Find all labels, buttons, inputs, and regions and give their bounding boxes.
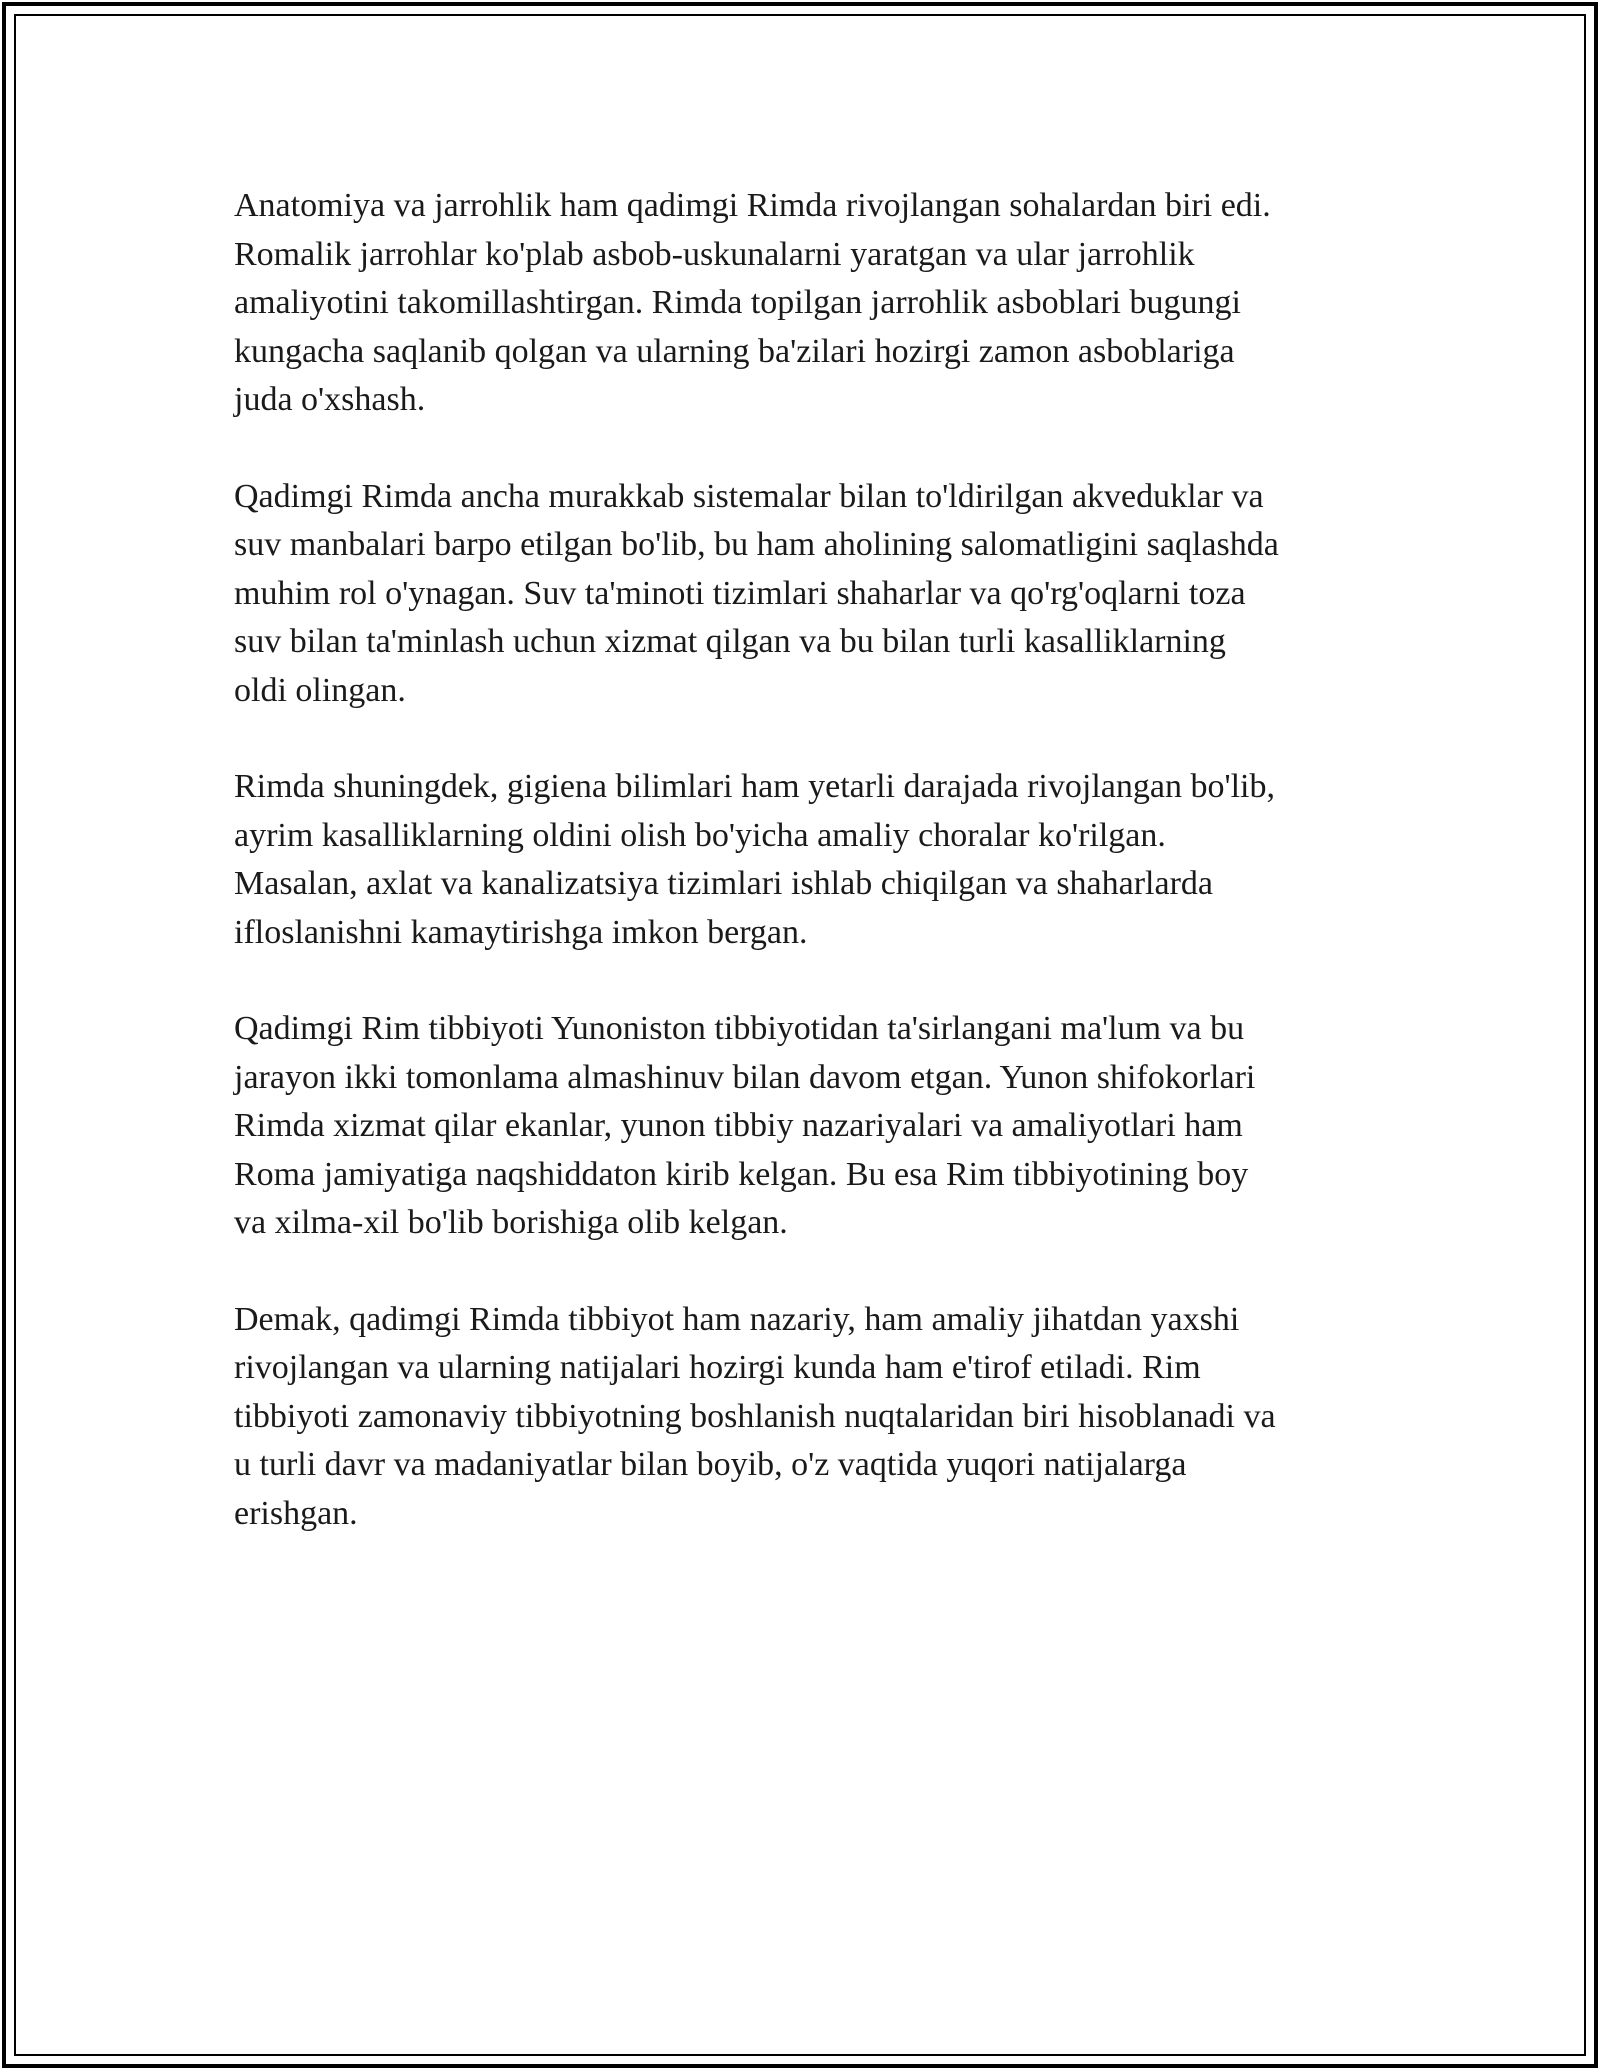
text-line: Qadimgi Rimda ancha murakkab sistemalar bilan to'ldirilgan akveduklar va: [234, 477, 1264, 515]
text-line: suv manbalari barpo etilgan bo'lib, bu ham aholining salomatligini saqlashda: [234, 526, 1279, 563]
text-line: Anatomiya va jarrohlik ham qadimgi Rimda rivojlangan sohalardan biri edi.: [234, 187, 1271, 224]
text-line: u turli davr va madaniyatlar bilan boyib, o'z vaqtida yuqori natijalarga: [234, 1446, 1187, 1483]
paragraph-greek-influence: [234, 1005, 1384, 1248]
text-line: Qadimgi Rim tibbiyoti Yunoniston tibbiyotidan ta'sirlangani ma'lum va bu: [234, 1010, 1245, 1047]
text-line: erishgan.: [234, 1494, 358, 1532]
text-line: ifloslanishni kamaytirishga imkon bergan.: [234, 913, 808, 951]
text-line: suv bilan ta'minlash uchun xizmat qilgan va bu bilan turli kasalliklarning: [234, 623, 1226, 660]
text-line: juda o'xshash.: [234, 381, 426, 418]
text-line: va xilma-xil bo'lib borishiga olib kelgan.: [234, 1204, 788, 1241]
document-body: [234, 182, 1384, 1586]
paragraph-aqueducts: [234, 473, 1384, 716]
text-line: jarayon ikki tomonlama almashinuv bilan davom etgan. Yunon shifokorlari: [234, 1058, 1256, 1096]
text-line: amaliyotini takomillashtirgan. Rimda topilgan jarrohlik asboblari bugungi: [234, 284, 1241, 321]
text-line: oldi olingan.: [234, 671, 406, 709]
text-line: Masalan, axlat va kanalizatsiya tizimlari ishlab chiqilgan va shaharlarda: [234, 865, 1214, 902]
text-line: Romalik jarrohlar ko'plab asbob-uskunalarni yaratgan va ular jarrohlik: [234, 235, 1195, 273]
text-line: Demak, qadimgi Rimda tibbiyot ham nazariy, ham amaliy jihatdan yaxshi: [234, 1300, 1240, 1338]
paragraph-conclusion: [234, 1296, 1384, 1539]
text-line: muhim rol o'ynagan. Suv ta'minoti tizimlari shaharlar va qo'rg'oqlarni toza: [234, 574, 1246, 612]
text-line: Rimda shuningdek, gigiena bilimlari ham yetarli darajada rivojlangan bo'lib,: [234, 768, 1275, 805]
text-line: ayrim kasalliklarning oldini olish bo'yicha amaliy choralar ko'rilgan.: [234, 816, 1166, 854]
text-line: rivojlangan va ularning natijalari hozirgi kunda ham e'tirof etiladi. Rim: [234, 1349, 1201, 1386]
text-line: tibbiyoti zamonaviy tibbiyotning boshlanish nuqtalaridan biri hisoblanadi va: [234, 1397, 1276, 1435]
paragraph-anatomy-surgery: [234, 182, 1384, 425]
text-line: kungacha saqlanib qolgan va ularning ba'zilari hozirgi zamon asboblariga: [234, 332, 1235, 370]
text-line: Rimda xizmat qilar ekanlar, yunon tibbiy nazariyalari va amaliyotlari ham: [234, 1107, 1243, 1144]
text-line: Roma jamiyatiga naqshiddaton kirib kelgan. Bu esa Rim tibbiyotining boy: [234, 1155, 1249, 1193]
paragraph-hygiene: [234, 763, 1384, 957]
